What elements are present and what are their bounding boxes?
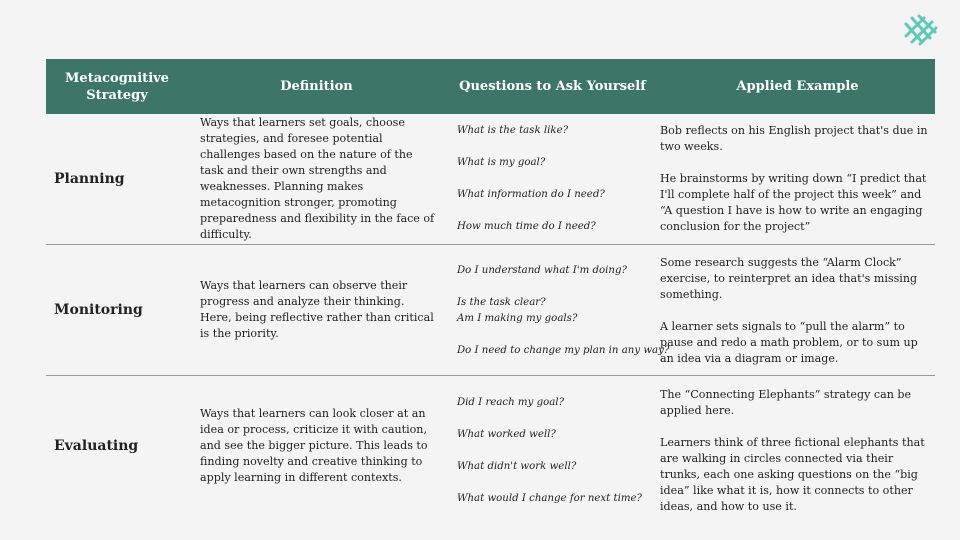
question: What would I change for next time? xyxy=(457,493,643,504)
metacognitive-strategies-table xyxy=(46,59,935,516)
header-example: Applied Example xyxy=(736,79,859,94)
strategy-definition: Ways that learners can look closer at an idea or process, criticize it with caution, and see the bigger picture. This leads to finding novelty and creative thinking to apply learning in different contexts. xyxy=(200,407,428,484)
question: What didn't work well? xyxy=(457,461,577,472)
strategy-questions xyxy=(445,376,660,516)
question: What information do I need? xyxy=(457,189,605,200)
example-paragraph: He brainstorms by writing down “I predict that I'll complete half of the project this week” and “A question I have is how to write an engaging conclusion for the project” xyxy=(660,172,927,233)
question: What is the task like? xyxy=(457,125,569,136)
question: Am I making my goals? xyxy=(457,313,578,324)
strategy-questions xyxy=(445,114,660,244)
strategy-name: Monitoring xyxy=(54,302,143,318)
example-paragraph: Bob reflects on his English project that's due in two weeks. xyxy=(660,124,928,153)
table-row xyxy=(46,245,935,376)
table-row xyxy=(46,376,935,516)
question: Do I understand what I'm doing? xyxy=(457,265,627,276)
strategy-name: Planning xyxy=(54,171,125,187)
example-paragraph: The “Connecting Elephants” strategy can be applied here. xyxy=(660,388,912,417)
question: Do I need to change my plan in any way? xyxy=(457,345,670,356)
question: What worked well? xyxy=(457,429,556,440)
question: Is the task clear? xyxy=(457,297,546,308)
example-paragraph: A learner sets signals to “pull the alarm” to pause and redo a math problem, or to sum up an idea via a diagram or image. xyxy=(660,320,918,365)
question: How much time do I need? xyxy=(457,221,596,232)
question: Did I reach my goal? xyxy=(457,397,565,408)
strategy-example xyxy=(660,245,935,375)
strategy-example xyxy=(660,376,935,516)
example-paragraph: Some research suggests the “Alarm Clock” exercise, to reinterpret an idea that's missing something. xyxy=(660,256,918,301)
strategy-questions xyxy=(445,245,670,375)
header-questions: Questions to Ask Yourself xyxy=(459,79,646,94)
table-row xyxy=(46,114,935,245)
strategy-name: Evaluating xyxy=(54,438,139,454)
strategy-definition: Ways that learners can observe their progress and analyze their thinking. Here, being reflective rather than critical is the priority. xyxy=(200,279,434,340)
strategy-example xyxy=(660,114,935,244)
header-definition: Definition xyxy=(280,79,353,94)
question: What is my goal? xyxy=(457,157,546,168)
header-strategy: Metacognitive Strategy xyxy=(65,70,169,103)
strategy-definition: Ways that learners set goals, choose strategies, and foresee potential challenges based on the nature of the task and their own strengths and weaknesses. Planning makes metacognition stronger, promoting preparedness and flexibility in the face of difficulty. xyxy=(200,116,435,241)
brand-logo-icon xyxy=(902,14,938,46)
example-paragraph: Learners think of three fictional elephants that are walking in circles connected via their trunks, each one asking questions on the “big idea” like what it is, how it connects to other ideas, and how to use it. xyxy=(660,436,925,513)
table-header xyxy=(46,59,935,114)
